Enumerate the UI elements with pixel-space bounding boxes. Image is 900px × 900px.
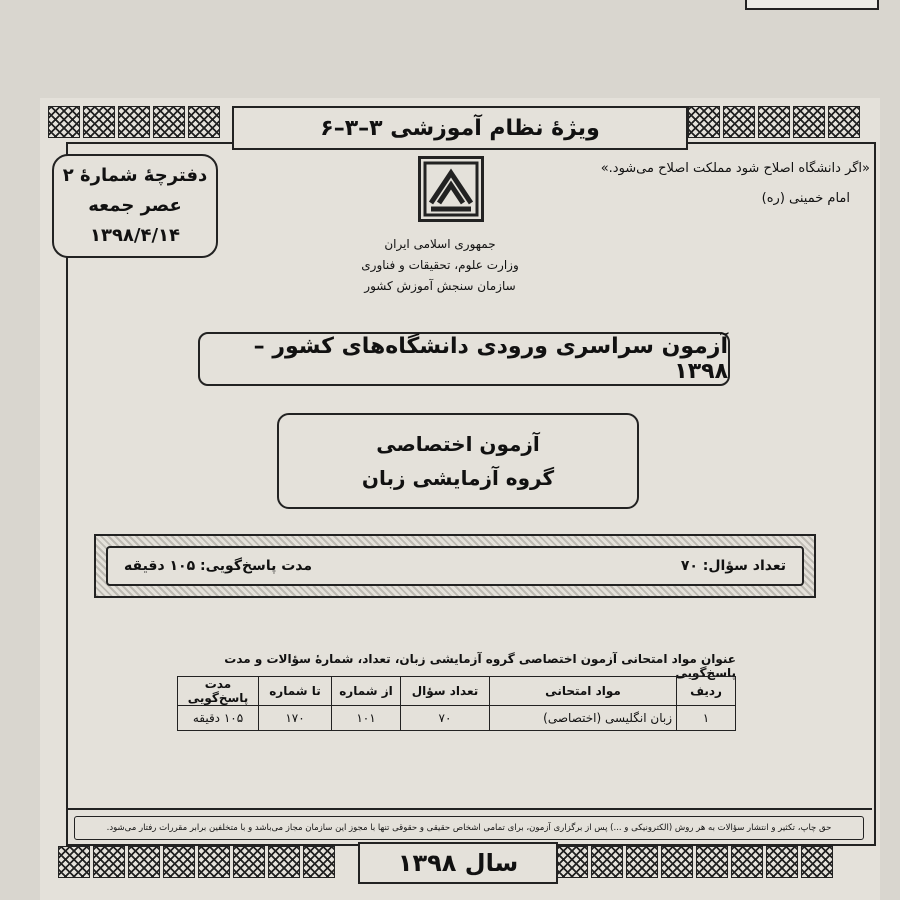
- exam-info-bar: [94, 534, 816, 598]
- cell-question-count: ۷۰: [401, 706, 490, 731]
- next-page-edge: [745, 0, 879, 10]
- booklet-info-box: [52, 154, 218, 258]
- cell-subject: زبان انگلیسی (اختصاصی): [490, 706, 677, 731]
- cell-row-number: ۱: [677, 706, 736, 731]
- table-row: [178, 706, 736, 731]
- col-duration: مدت پاسخ‌گویی: [178, 677, 259, 706]
- subjects-table: [177, 676, 736, 731]
- cell-from-number: ۱۰۱: [332, 706, 401, 731]
- table-caption: عنوان مواد امتحانی آزمون اختصاصی گروه آزمایشی زبان، تعداد، شمارهٔ سؤالات و مدت پاسخ‌گویی: [224, 652, 736, 680]
- footer-year: سال ۱۳۹۸: [358, 842, 558, 884]
- top-right-ornament-band: [688, 106, 860, 140]
- special-exam-box: [277, 413, 639, 509]
- booklet-date: ۱۳۹۸/۴/۱۴: [89, 225, 181, 246]
- cell-duration: ۱۰۵ دقیقه: [178, 706, 259, 731]
- col-to-number: تا شماره: [259, 677, 332, 706]
- col-from-number: از شماره: [332, 677, 401, 706]
- col-subject: مواد امتحانی: [490, 677, 677, 706]
- org-country: جمهوری اسلامی ایران: [384, 237, 496, 251]
- booklet-session: عصر جمعه: [88, 195, 182, 216]
- copyright-notice: حق چاپ، تکثیر و انتشار سؤالات به هر روش (الکترونیکی و ...) پس از برگزاری آزمون، برای تمامی اشخاص حقیقی و حقوقی تنها با مجوز این سازمان مجاز می‌باشد و با متخلفین برابر مقررات رفتار می‌شود.: [74, 816, 864, 840]
- booklet-number: دفترچهٔ شمارهٔ ۲: [62, 165, 208, 186]
- quote-author: امام خمینی (ره): [761, 191, 850, 206]
- question-count: تعداد سؤال: ۷۰: [680, 558, 786, 574]
- exam-info-inner: [106, 546, 804, 586]
- organization-block: [340, 234, 540, 297]
- exam-title: آزمون سراسری ورودی دانشگاه‌های کشور – ۱۳۹۸: [198, 332, 730, 386]
- quote-block: [540, 154, 870, 214]
- header-title: ویژهٔ نظام آموزشی ۳–۳–۶: [232, 106, 688, 150]
- organization-logo-icon: [418, 156, 484, 222]
- answer-duration: مدت پاسخ‌گویی: ۱۰۵ دقیقه: [124, 558, 313, 574]
- special-exam-label: آزمون اختصاصی: [376, 432, 540, 456]
- special-exam-group: گروه آزمایشی زبان: [361, 466, 555, 490]
- cell-to-number: ۱۷۰: [259, 706, 332, 731]
- col-question-count: تعداد سؤال: [401, 677, 490, 706]
- org-agency: سازمان سنجش آموزش کشور: [364, 279, 516, 293]
- bottom-right-ornament-band: [556, 846, 833, 880]
- table-header-row: [178, 677, 736, 706]
- org-ministry: وزارت علوم، تحقیقات و فناوری: [361, 258, 519, 272]
- bottom-left-ornament-band: [58, 846, 335, 880]
- copyright-strip: [66, 808, 872, 842]
- top-left-ornament-band: [48, 106, 220, 140]
- quote-text: «اگر دانشگاه اصلاح شود مملکت اصلاح می‌شود.»: [600, 161, 870, 176]
- col-row-number: ردیف: [677, 677, 736, 706]
